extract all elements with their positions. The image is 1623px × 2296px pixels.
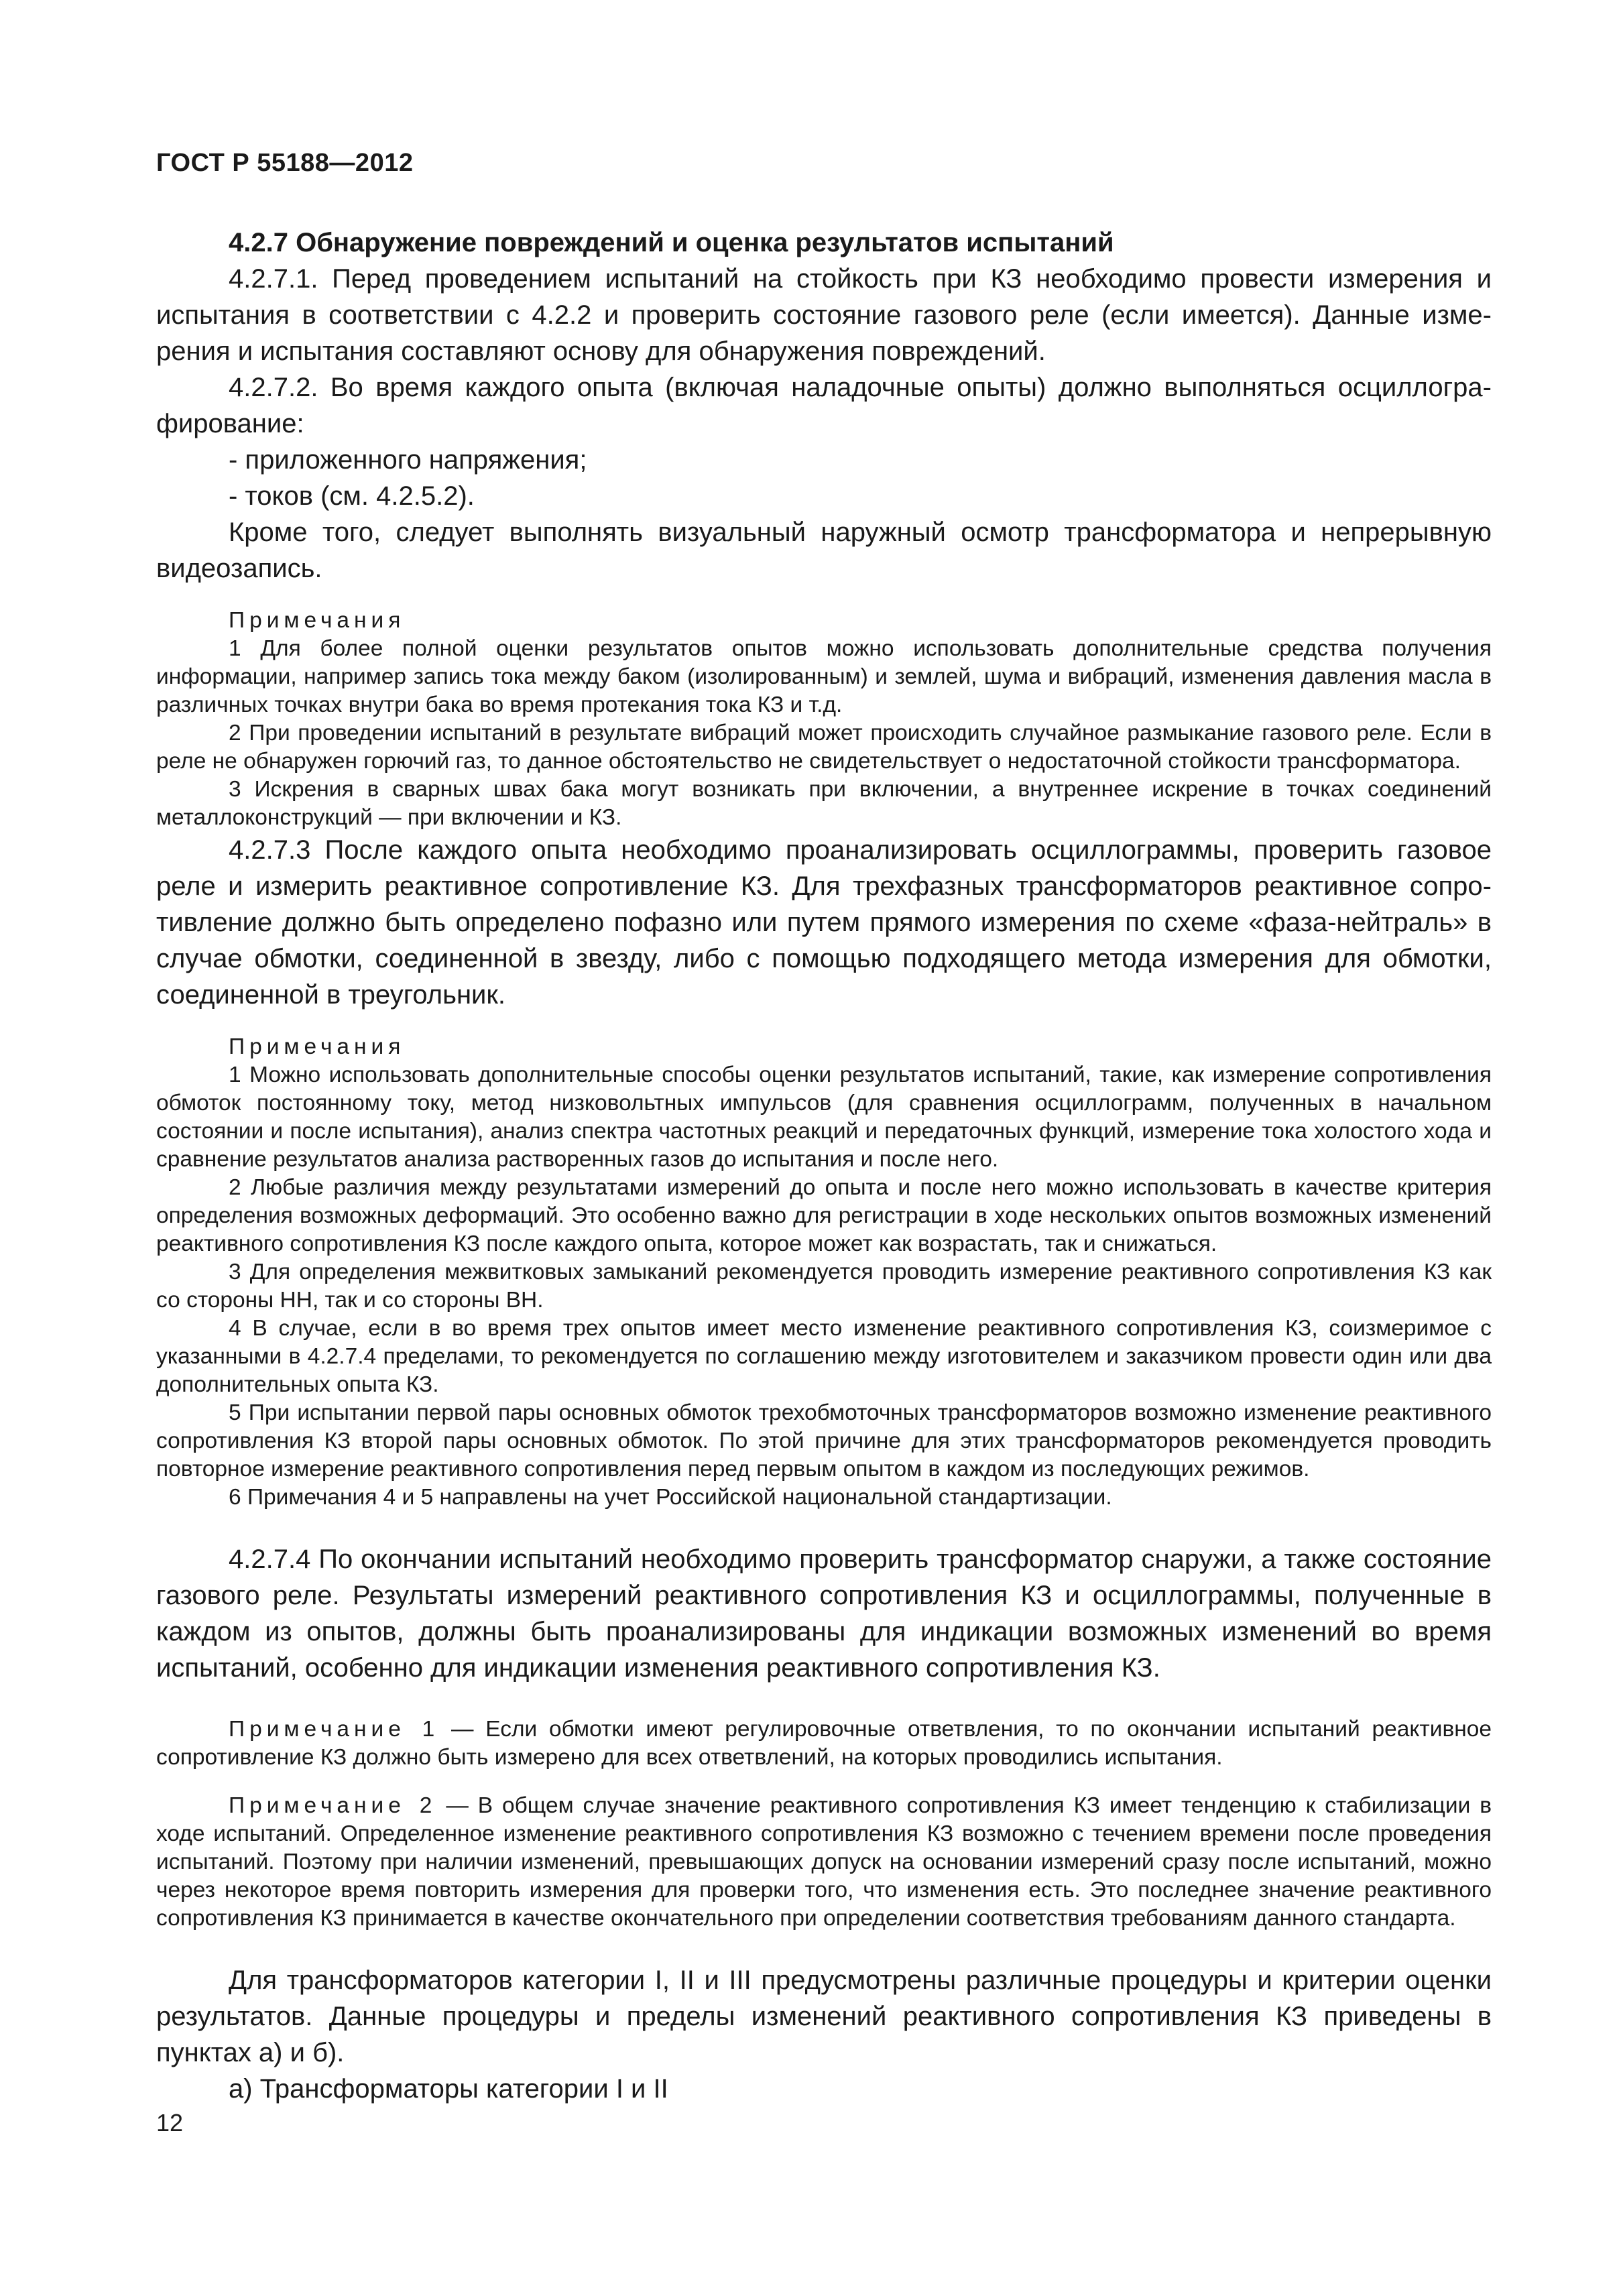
paragraph-category-a: а) Трансформаторы категории I и II [229,2074,668,2104]
list-item: - приложенного напряжения; [229,445,587,475]
notes-title: Примечания [229,1034,406,1059]
note-item: 2 При проведении испытаний в результате вибраций может происходить случайное размыкание газового реле. Если в реле не обнаружен горючий газ, то данное обстоятельство не свидетельствует о недостаточной стойкости трансформатора. [156,721,1492,774]
note-item: 1 Можно использовать дополнительные способы оценки результатов испытаний, такие, как измерение сопротивления обмоток постоянному току, метод низковольтных импульсов (для сравнения осциллограмм, полученных в начальном состоянии и после испытания), анализ спектра частотных реакций и передаточных функций, измерение тока холостого хода и сравнение результатов анализа растворенных газов до испытания и после него. [156,1063,1492,1172]
note-item: 4 В случае, если в во время трех опытов имеет место изменение реактивного сопротивления КЗ, соизмеримое с указанными в 4.2.7.4 пределами, то рекомендуется по соглашению между изготовителем и заказчиком провести один или два дополнительных опыта КЗ. [156,1316,1492,1397]
note-item: 3 Искрения в сварных швах бака могут возникать при включении, а внутреннее искрение в точках соединений металлоконструкций — при включении и КЗ. [156,777,1492,830]
note-item: 2 Любые различия между результатами измерений до опыта и после него можно использовать в качестве критерия определения возможных деформаций. Это особенно важно для регистрации в ходе нескольких опытов возможных изменений реактивного сопротивления КЗ после каждого опыта, которое может как возрастать, так и снижаться. [156,1175,1492,1256]
note-text: — В общем случае значение реактивного сопротивления КЗ имеет тенденцию к стабилизации в ходе испытаний. Определенное изменение реактивного сопротивления КЗ возможно с течением времени после проведения испытаний. Поэтому при наличии изменений, превышающих допуск на основании измерений сразу после испытаний, можно через некоторое время повторить измерения для проверки того, что изменения есть. Это последнее значение реактивного сопротивления КЗ принимается в качестве окончательного при определении соответствия требованиям данного стандарта. [156,1793,1492,1931]
note-item: 6 Примечания 4 и 5 направлены на учет Российской национальной стандартизации. [229,1485,1112,1510]
paragraph-4272: 4.2.7.2. Во время каждого опыта (включая наладочные опыты) должно выполняться осциллографирование: [156,373,1492,438]
section-heading: 4.2.7 Обнаружение повреждений и оценка результатов испытаний [229,228,1114,257]
note-2 [156,1792,1492,1933]
list-item: - токов (см. 4.2.5.2). [229,481,475,511]
document-header: ГОСТ Р 55188—2012 [156,149,414,177]
note-text: — Если обмотки имеют регулировочные ответвления, то по окончании испытаний реактивное сопротивление КЗ должно быть измерено для всех ответвлений, на которых проводились испытания. [156,1717,1492,1770]
note-1 [156,1715,1492,1772]
note-item: 3 Для определения межвитковых замыканий рекомендуется проводить измерение реактивного сопротивления КЗ как со стороны НН, так и со стороны ВН. [156,1260,1492,1313]
paragraph-besides: Кроме того, следует выполнять визуальный наружный осмотр трансформатора и непрерывную видеозапись. [156,518,1492,583]
notes-title: Примечания [229,608,406,633]
note-label: Примечание 2 [229,1793,437,1818]
paragraph-categories: Для трансформаторов категории I, II и III предусмотрены различные процедуры и критерии оценки результатов. Данные процедуры и пределы изменений реактивного сопротивления КЗ приведены в пунктах а) и б). [156,1966,1492,2067]
page-number: 12 [156,2109,184,2136]
note-item: 1 Для более полной оценки результатов опытов можно использовать дополнительные средства получения информации, например запись тока между баком (изолированным) и землей, шума и вибраций, изменения давления масла в различных точках внутри бака во время протекания тока КЗ и т.д. [156,636,1492,717]
note-item: 5 При испытании первой пары основных обмоток трехобмоточных трансформаторов возможно изменение реактивного сопротивления КЗ второй пары основных обмоток. По этой причине для этих трансформаторов рекомендуется проводить повторное измерение реактивного сопротивления перед первым опытом в каждом из последующих режимов. [156,1400,1492,1482]
note-label: Примечание 1 [229,1717,440,1742]
paragraph-4273: 4.2.7.3 После каждого опыта необходимо проанализировать осциллограммы, проверить газовое реле и измерить реактивное сопротивление КЗ. Для трехфазных трансформаторов реактивное сопротивление должно быть определено пофазно или путем прямого измерения по схеме «фаза-нейтраль» в случае обмотки, соединенной в звезду, либо с помощью подходящего метода измерения для обмотки, соединенной в треугольник. [156,835,1492,1010]
document-body [156,225,1492,2107]
paragraph-4271: 4.2.7.1. Перед проведением испытаний на стойкость при КЗ необходимо провести измерения и испытания в соответствии с 4.2.2 и проверить состояние газового реле (если имеется). Данные измерения и испытания составляют основу для обнаружения повреждений. [156,264,1492,366]
paragraph-4274: 4.2.7.4 По окончании испытаний необходимо проверить трансформатор снаружи, а также состояние газового реле. Результаты измерений реактивного сопротивления КЗ и осциллограммы, полученные в каждом из опытов, должны быть проанализированы для индикации возможных изменений во время испытаний, особенно для индикации изменения реактивного сопротивления КЗ. [156,1545,1492,1683]
